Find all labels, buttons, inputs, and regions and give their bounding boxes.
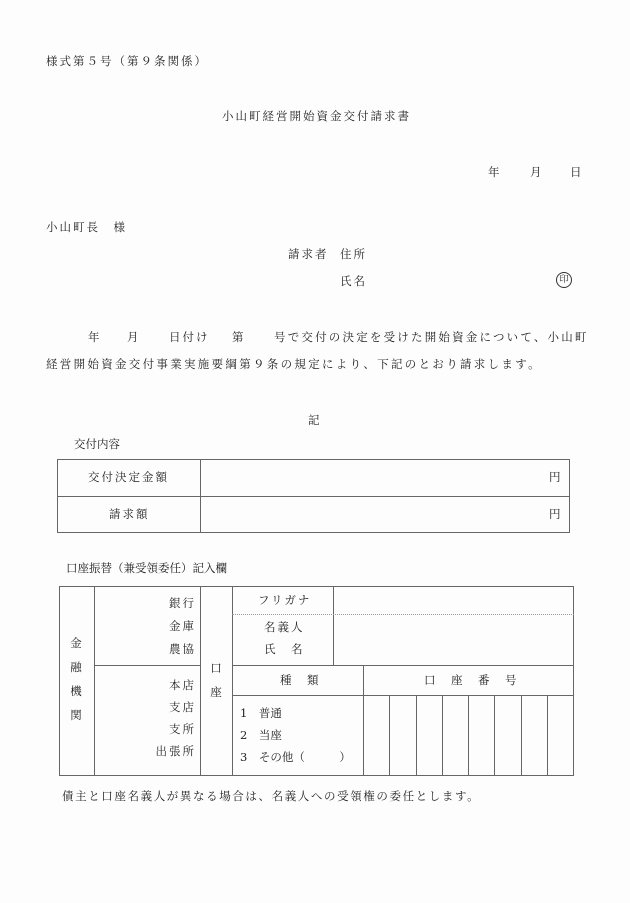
furigana-divider <box>232 614 574 615</box>
holder-label: 名義人 <box>264 620 305 634</box>
seal-icon: 印 <box>556 272 572 288</box>
body-month: 月 <box>127 330 139 344</box>
account-type-header: 種 類 <box>280 673 321 687</box>
account-type-checking[interactable]: 2 当座 <box>240 728 282 742</box>
document-title: 小山町経営開始資金交付請求書 <box>222 109 411 123</box>
claim-amount-field[interactable] <box>202 497 568 532</box>
date-month: 月 <box>530 165 542 179</box>
account-type-ordinary[interactable]: 1 普通 <box>240 706 282 720</box>
digit-cell-divider <box>494 695 495 775</box>
digit-cell-divider <box>468 695 469 775</box>
account-number-digit-cell[interactable] <box>469 696 494 775</box>
fi-char: 金 <box>70 636 82 650</box>
digit-cell-divider <box>416 695 417 775</box>
grant-decision-amount-label: 交付決定金額 <box>88 470 169 484</box>
account-number-digit-cell[interactable] <box>417 696 442 775</box>
body-year: 年 <box>88 330 100 344</box>
name-label: 氏名 <box>340 274 367 288</box>
digit-cell-divider <box>547 695 548 775</box>
holder-name-field[interactable] <box>335 616 572 664</box>
financial-institution-label <box>69 631 83 727</box>
account-char: 座 <box>210 685 222 699</box>
account-number-digit-cell[interactable] <box>443 696 468 775</box>
grant-section-heading: 交付内容 <box>74 437 120 451</box>
date-day: 日 <box>570 165 582 179</box>
digit-cell-divider <box>521 695 522 775</box>
body-line1-rest: 号で交付の決定を受けた開始資金について、小山町 <box>274 330 589 344</box>
claim-amount-unit: 円 <box>549 507 561 521</box>
digit-cell-divider <box>442 695 443 775</box>
grant-decision-amount-field[interactable] <box>202 460 568 495</box>
branch-type-head: 本店 <box>169 678 196 692</box>
body-no-prefix: 第 <box>232 330 244 344</box>
account-number-digit-cell[interactable] <box>390 696 415 775</box>
claimant-label: 請求者 <box>288 247 329 261</box>
account-number-digit-cell[interactable] <box>495 696 520 775</box>
account-label <box>209 656 223 704</box>
branch-type-subbranch: 支所 <box>169 722 196 736</box>
account-number-digit-cell[interactable] <box>522 696 547 775</box>
digit-cell-divider <box>389 695 390 775</box>
col-divider-branch <box>200 586 201 776</box>
furigana-field[interactable] <box>335 588 572 613</box>
fi-char: 融 <box>70 660 82 674</box>
addressee: 小山町長 様 <box>46 220 127 234</box>
account-number-digit-cell[interactable] <box>364 696 389 775</box>
bank-types <box>150 592 196 661</box>
bank-type-bank: 銀行 <box>169 596 196 610</box>
address-label: 住所 <box>340 247 367 261</box>
institution-name-field[interactable] <box>96 588 146 663</box>
bank-type-shinkin: 金庫 <box>169 619 196 633</box>
branch-name-field[interactable] <box>96 667 140 774</box>
grant-decision-amount-unit: 円 <box>549 470 561 484</box>
branch-type-branch: 支店 <box>169 700 196 714</box>
branch-types <box>140 674 196 762</box>
holder-name-label: 氏 名 <box>264 642 305 656</box>
date-year: 年 <box>488 165 500 179</box>
account-number-header: 口 座 番 号 <box>424 673 519 687</box>
account-number-digit-cell[interactable] <box>548 696 573 775</box>
fi-char: 関 <box>70 708 82 722</box>
footnote: 債主と口座名義人が異なる場合は、名義人への受領権の委任とします。 <box>62 789 481 803</box>
body-day-dated: 日付け <box>169 330 210 344</box>
branch-type-office: 出張所 <box>155 744 196 758</box>
account-type-other[interactable]: 3 その他（ ） <box>240 750 351 764</box>
ki-marker: 記 <box>308 413 320 427</box>
grant-table-col-divider <box>200 459 201 533</box>
form-number: 様式第５号（第９条関係） <box>46 54 208 68</box>
body-line2: 経営開始資金交付事業実施要綱第９条の規定により、下記のとおり請求します。 <box>46 357 542 371</box>
furigana-label: フリガナ <box>258 593 312 607</box>
fi-char: 機 <box>70 684 82 698</box>
bank-type-ja: 農協 <box>169 642 196 656</box>
col-divider-holder-name <box>333 586 334 665</box>
col-divider-institution <box>94 586 95 776</box>
row-divider-holder-type <box>232 665 574 666</box>
account-section-heading: 口座振替（兼受領委任）記入欄 <box>66 561 227 575</box>
account-type-options <box>240 702 351 768</box>
account-char: 口 <box>210 661 222 675</box>
claim-amount-label: 請求額 <box>109 507 150 521</box>
row-divider-institution-branch <box>94 665 201 666</box>
